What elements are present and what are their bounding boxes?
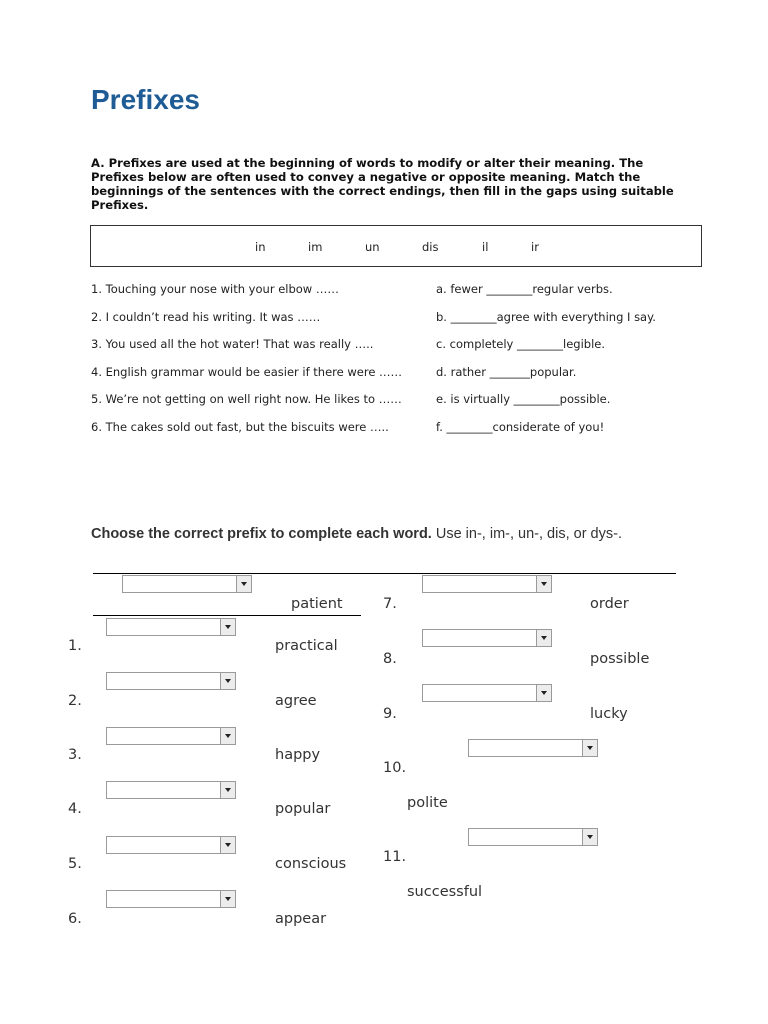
chevron-down-icon[interactable] [220,619,235,635]
item-number: 5. [68,856,82,872]
item-word: order [590,596,629,612]
item-word: appear [275,911,327,927]
chevron-down-icon[interactable] [220,728,235,744]
sentence-ending: e. is virtually ________possible. [436,392,611,406]
prefix-im: im [308,240,323,254]
chevron-down-icon[interactable] [220,891,235,907]
item-word: conscious [275,856,347,872]
item-number: 6. [68,911,82,927]
sentence-ending: c. completely ________legible. [436,337,605,351]
sentence-beginning: 5. We’re not getting on well right now. He likes to …… [91,392,402,406]
item-word: practical [275,638,338,654]
section-a-instruction: A. Prefixes are used at the beginning of words to modify or alter their meaning. The Prefixes below are often used to convey a negative or opposite meaning. Match the beginnings of the sentences with the correct endings, then fill in the gaps using suitable Prefixes. [91,156,674,212]
item-word: popular [275,801,331,817]
sentence-beginning: 3. You used all the hot water! That was really ….. [91,337,374,351]
sentence-beginning: 1. Touching your nose with your elbow …… [91,282,339,296]
item-number: 1. [68,638,82,654]
prefix-select-9[interactable] [422,684,552,702]
item-word: successful [407,884,483,900]
item-word: happy [275,747,321,763]
chevron-down-icon[interactable] [236,576,251,592]
chevron-down-icon[interactable] [536,630,551,646]
divider-left [93,615,361,616]
chevron-down-icon[interactable] [220,782,235,798]
item-number: 4. [68,801,82,817]
prefix-select-6[interactable] [106,890,236,908]
chevron-down-icon[interactable] [536,576,551,592]
item-number: 10. [383,760,407,776]
section-b-instruction-bold: Choose the correct prefix to complete each word. [91,526,432,542]
sentence-beginning: 6. The cakes sold out fast, but the biscuits were ….. [91,420,389,434]
item-number: 7. [383,596,397,612]
section-b-instruction-rest: Use in-, im-, un-, dis, or dys-. [431,526,622,542]
sentence-ending: b. ________agree with everything I say. [436,310,656,324]
chevron-down-icon[interactable] [220,673,235,689]
section-b-instruction [91,526,622,542]
prefix-select-11[interactable] [468,828,598,846]
prefix-select-10[interactable] [468,739,598,757]
chevron-down-icon[interactable] [220,837,235,853]
prefix-select-1[interactable] [106,618,236,636]
prefix-select-4[interactable] [106,781,236,799]
sentence-ending: f. ________considerate of you! [436,420,605,434]
prefix-ir: ir [531,240,539,254]
page-title: Prefixes [91,84,200,115]
example-word: patient [291,596,343,612]
item-number: 3. [68,747,82,763]
example-prefix-select[interactable] [122,575,252,593]
item-word: possible [590,651,650,667]
item-word: agree [275,693,317,709]
sentence-beginning: 4. English grammar would be easier if there were …… [91,365,403,379]
sentence-beginning: 2. I couldn’t read his writing. It was …… [91,310,321,324]
prefix-dis: dis [422,240,439,254]
prefix-box [90,225,702,267]
item-number: 11. [383,849,407,865]
prefix-in: in [255,240,266,254]
prefix-un: un [365,240,380,254]
divider-top [93,573,676,574]
prefix-il: il [482,240,489,254]
prefix-select-3[interactable] [106,727,236,745]
prefix-select-2[interactable] [106,672,236,690]
chevron-down-icon[interactable] [582,829,597,845]
prefix-select-8[interactable] [422,629,552,647]
item-word: lucky [590,706,628,722]
prefix-select-7[interactable] [422,575,552,593]
prefix-select-5[interactable] [106,836,236,854]
sentence-ending: d. rather _______popular. [436,365,577,379]
item-word: polite [407,795,448,811]
sentence-ending: a. fewer ________regular verbs. [436,282,613,296]
chevron-down-icon[interactable] [536,685,551,701]
item-number: 8. [383,651,397,667]
item-number: 9. [383,706,397,722]
chevron-down-icon[interactable] [582,740,597,756]
item-number: 2. [68,693,82,709]
